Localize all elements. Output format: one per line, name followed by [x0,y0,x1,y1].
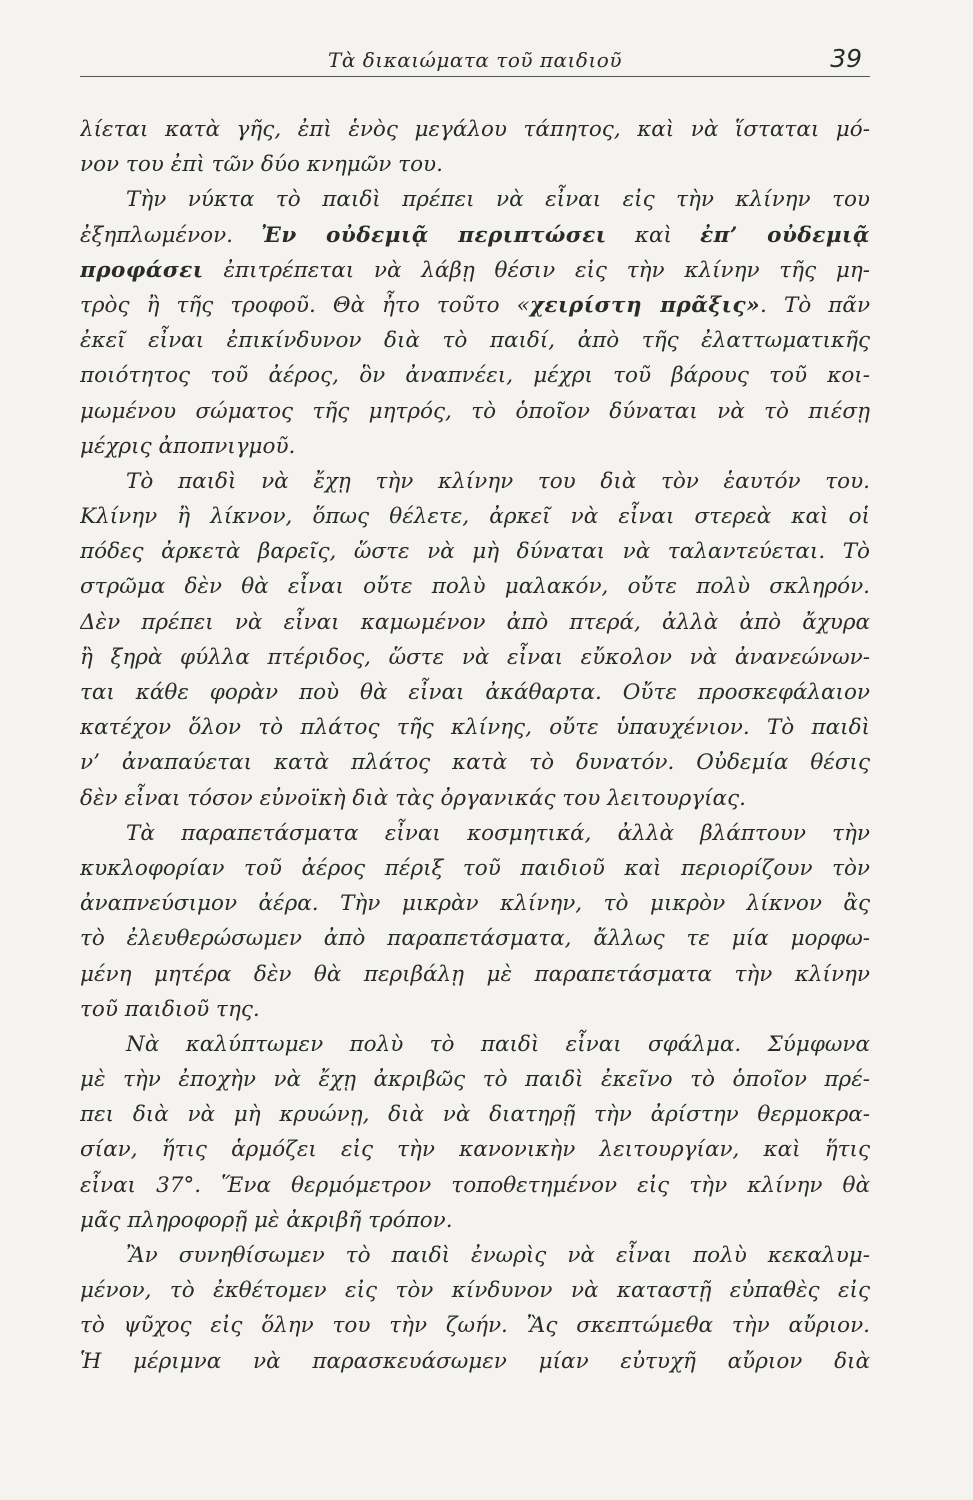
text-segment: τὸ ψῦχος εἰς ὅλην του τὴν ζωήν. Ἂς σκεπτώμεθα τὴν αὔριον. [80,1313,870,1339]
text-segment: ἐξηπλωμένον. [80,222,262,248]
text-segment: Τὸ παιδὶ νὰ ἔχῃ τὴν κλίνην του διὰ τὸν ἑαυτόν του. [126,468,870,494]
text-line [80,569,870,604]
text-line [80,464,870,499]
text-line [80,992,870,1027]
text-line [80,358,870,393]
text-line [80,429,870,464]
text-segment: πει διὰ νὰ μὴ κρυώνῃ, διὰ νὰ διατηρῇ τὴν ἀρίστην θερμοκρα- [80,1102,870,1128]
text-segment: τὸ ἐλευθερώσωμεν ἀπὸ παραπετάσματα, ἄλλως τε μία μορφω- [80,926,870,952]
text-segment: πόδες ἀρκετὰ βαρεῖς, ὥστε νὰ μὴ δύναται νὰ ταλαντεύεται. Τὸ [80,539,870,565]
text-line [80,147,870,182]
text-line [80,182,870,217]
text-line [80,957,870,992]
text-line [80,323,870,358]
text-line [80,288,870,323]
text-segment: μένη μητέρα δὲν θὰ περιβάλῃ μὲ παραπετάσματα τὴν κλίνην [80,961,870,987]
emphasis-text: ἐπ’ οὐδεμιᾷ [700,222,870,248]
text-segment: ται κάθε φορὰν ποὺ θὰ εἶναι ἀκάθαρτα. Οὔτε προσκεφάλαιον [80,680,870,705]
text-line [80,921,870,956]
text-segment: λίεται κατὰ γῆς, ἐπὶ ἑνὸς μεγάλου τάπητος, καὶ νὰ ἵσταται μό- [80,117,870,142]
text-segment: ἐπιτρέπεται νὰ λάβῃ θέσιν εἰς τὴν κλίνην τῆς μη- [203,257,870,283]
text-line [80,1238,870,1273]
text-line [80,534,870,569]
text-line [80,851,870,886]
text-line [80,1168,870,1203]
text-segment: τρὸς ἢ τῆς τροφοῦ. Θὰ ἦτο τοῦτο « [80,292,530,318]
text-line [80,394,870,429]
text-line [80,675,870,710]
text-segment: στρῶμα δὲν θὰ εἶναι οὔτε πολὺ μαλακόν, οὔτε πολὺ σκληρόν. [80,574,870,600]
text-line [80,1132,870,1167]
text-segment: μωμένου σώματος τῆς μητρός, τὸ ὁποῖον δύναται νὰ τὸ πιέσῃ [80,398,870,424]
text-line [80,1273,870,1308]
text-segment: ν’ ἀναπαύεται κατὰ πλάτος κατὰ τὸ δυνατόν. Οὐδεμία θέσις [80,750,870,776]
text-segment: μὲ τὴν ἐποχὴν νὰ ἔχῃ ἀκριβῶς τὸ παιδὶ ἐκεῖνο τὸ ὁποῖον πρέ- [80,1067,870,1093]
text-line [80,710,870,745]
text-segment: καὶ [606,222,701,248]
text-line [80,605,870,640]
text-segment: τοῦ παιδιοῦ της. [80,996,260,1022]
text-line [80,816,870,851]
body-text [80,112,870,1379]
text-segment: κυκλοφορίαν τοῦ ἀέρος πέριξ τοῦ παιδιοῦ καὶ περιορίζουν τὸν [80,855,870,881]
text-line [80,1344,870,1379]
running-title: Τὰ δικαιώματα τοῦ παιδιοῦ [328,48,622,72]
page-number: 39 [830,44,862,73]
text-line [80,1203,870,1238]
emphasis-text: προφάσει [80,257,204,283]
text-line [80,886,870,921]
text-segment: Δὲν πρέπει νὰ εἶναι καμωμένον ἀπὸ πτερά, ἀλλὰ ἀπὸ ἄχυρα [80,609,870,635]
emphasis-text: χειρίστη πρᾶξις» [529,292,761,318]
text-segment: σίαν, ἥτις ἁρμόζει εἰς τὴν κανονικὴν λειτουργίαν, καὶ ἥτις [80,1137,870,1163]
text-segment: Ἡ μέριμνα νὰ παρασκευάσωμεν μίαν εὐτυχῆ αὔριον διὰ [80,1348,870,1374]
text-line [80,499,870,534]
text-line [80,112,870,147]
page-header [80,44,870,76]
text-segment: Κλίνην ἢ λίκνον, ὅπως θέλετε, ἀρκεῖ νὰ εἶναι στερεὰ καὶ οἱ [80,504,870,530]
text-line [80,1027,870,1062]
emphasis-text: Ἐν οὐδεμιᾷ περιπτώσει [261,222,607,248]
text-line [80,745,870,780]
text-segment: μένον, τὸ ἐκθέτομεν εἰς τὸν κίνδυνον νὰ καταστῇ εὐπαθὲς εἰς [80,1278,870,1304]
text-segment: Τὴν νύκτα τὸ παιδὶ πρέπει νὰ εἶναι εἰς τὴν κλίνην του [126,187,870,213]
text-segment: κατέχον ὅλον τὸ πλάτος τῆς κλίνης, οὔτε ὑπαυχένιον. Τὸ παιδὶ [80,715,870,741]
text-segment: . Τὸ πᾶν [760,292,870,318]
text-segment: Ἂν συνηθίσωμεν τὸ παιδὶ ἐνωρὶς νὰ εἶναι πολὺ κεκαλυμ- [126,1243,870,1268]
text-segment: δὲν εἶναι τόσον εὐνοϊκὴ διὰ τὰς ὀργανικάς του λειτουργίας. [80,785,746,811]
header-rule [80,76,870,77]
text-line [80,781,870,816]
text-segment: εἶναι 37°. Ἕνα θερμόμετρον τοποθετημένον εἰς τὴν κλίνην θὰ [80,1172,870,1198]
text-segment: Τὰ παραπετάσματα εἶναι κοσμητικά, ἀλλὰ βλάπτουν τὴν [126,820,870,846]
text-segment: Νὰ καλύπτωμεν πολὺ τὸ παιδὶ εἶναι σφάλμα. Σύμφωνα [126,1031,870,1057]
text-segment: μᾶς πληροφορῇ μὲ ἀκριβῆ τρόπον. [80,1207,453,1233]
text-line [80,640,870,675]
text-segment: ἐκεῖ εἶναι ἐπικίνδυνον διὰ τὸ παιδί, ἀπὸ τῆς ἐλαττωματικῆς [80,328,870,354]
text-segment: ἀναπνεύσιμον ἀέρα. Τὴν μικρὰν κλίνην, τὸ μικρὸν λίκνον ἂς [80,891,870,917]
text-line [80,1308,870,1343]
text-line [80,1097,870,1132]
text-segment: νον του ἐπὶ τῶν δύο κνημῶν του. [80,152,443,178]
text-segment: ἢ ξηρὰ φύλλα πτέριδος, ὥστε νὰ εἶναι εὔκολον νὰ ἀνανεώνων- [80,644,870,670]
text-line [80,218,870,253]
text-segment: μέχρις ἀποπνιγμοῦ. [80,433,296,459]
text-segment: ποιότητος τοῦ ἀέρος, ὃν ἀναπνέει, μέχρι τοῦ βάρους τοῦ κοι- [80,363,870,389]
text-line [80,253,870,288]
text-line [80,1062,870,1097]
